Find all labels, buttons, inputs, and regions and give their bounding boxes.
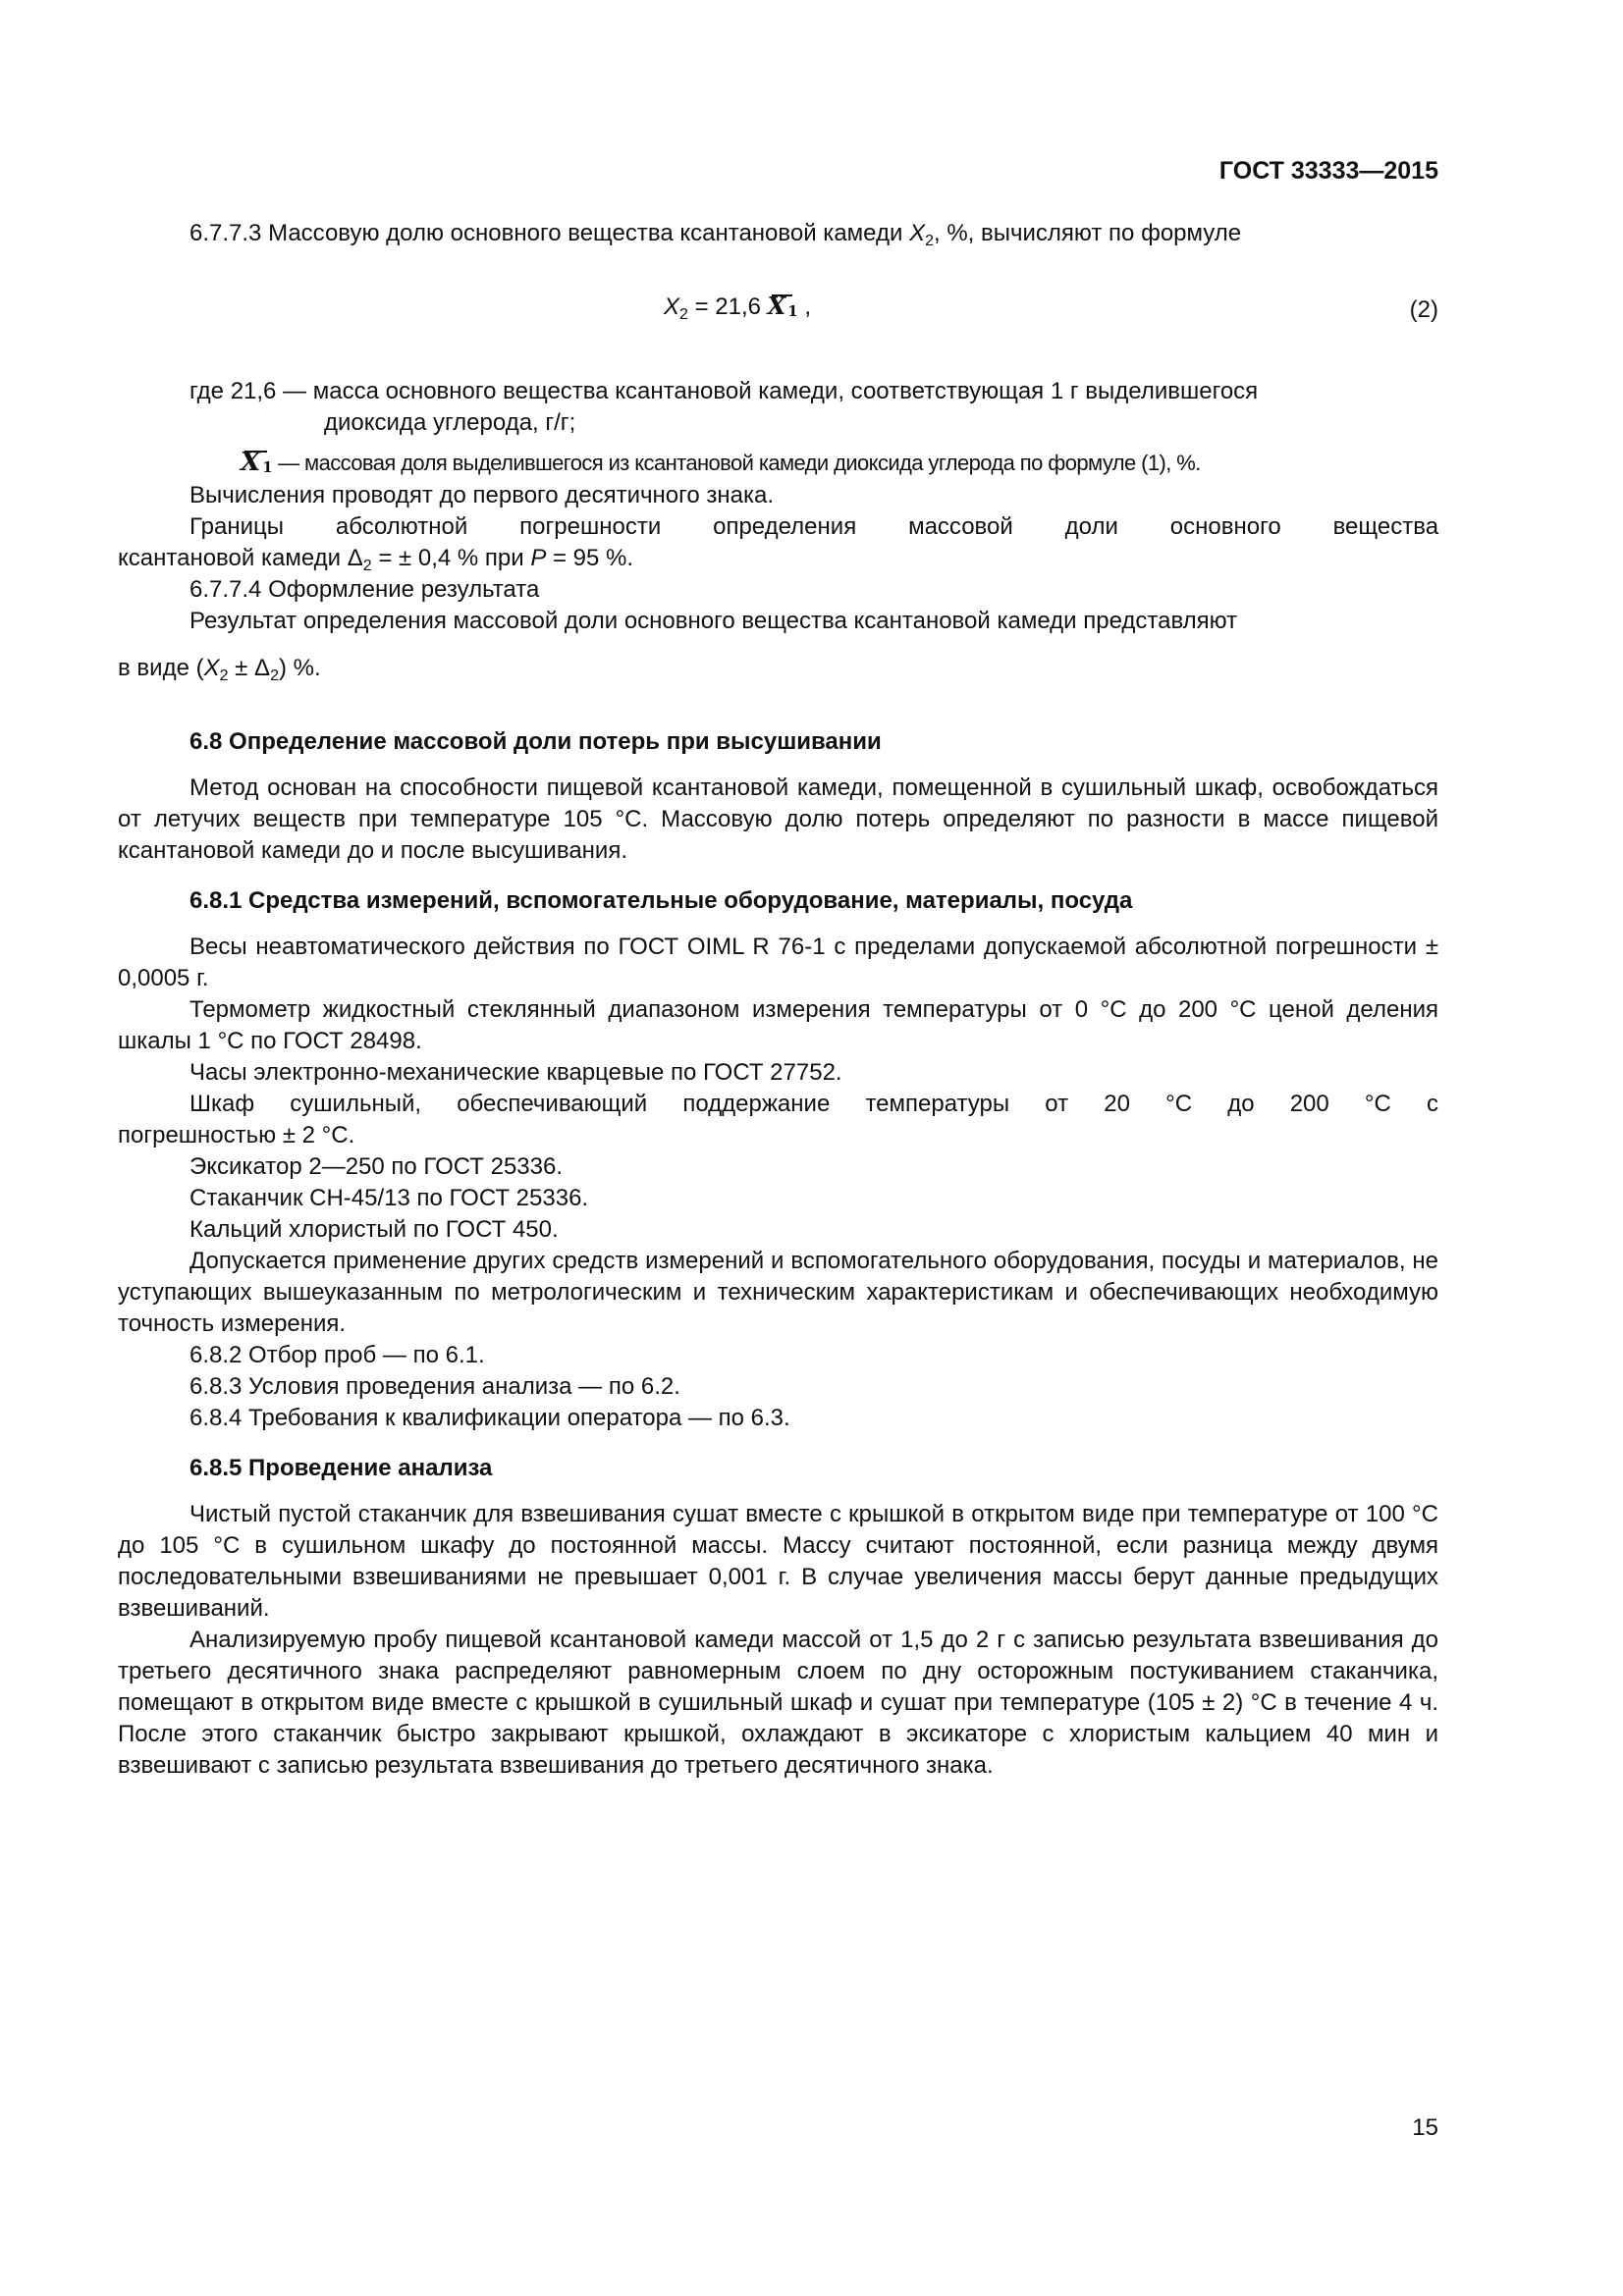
- formula-tail: ,: [797, 294, 812, 320]
- probability-variable: P: [530, 545, 547, 571]
- variable-x2: X: [909, 220, 926, 246]
- clause-6-8-2: 6.8.2 Отбор проб — по 6.1.: [189, 1342, 485, 1368]
- clause-6774-title: 6.7.7.4 Оформление результата: [189, 576, 540, 603]
- where-line-1: где 21,6 — масса основного вещества ксантановой камеди, соответствующая 1 г выделившегося: [189, 378, 1259, 404]
- clause-6-8-4: 6.8.4 Требования к квалификации оператора — по 6.3.: [189, 1405, 790, 1431]
- equipment-oven-line-1: Шкаф сушильный, обеспечивающий поддержание температуры от 20 °С до 200 °С с: [189, 1091, 1438, 1117]
- clause-6774-text-2: в виде $(X_2 \pm \Delta_2)$ %.: [118, 655, 321, 684]
- clause-6773-text-before: 6.7.7.3 Массовую долю основного вещества ксантановой камеди: [189, 220, 910, 246]
- clause-6773: [189, 218, 1241, 257]
- where-x1-definition: [241, 447, 1201, 483]
- equipment-cup: Стаканчик СН-45/13 по ГОСТ 25336.: [189, 1185, 589, 1211]
- analysis-paragraph-1: Чистый пустой стаканчик для взвешивания сушат вместе с крышкой в открытом виде при температуре от 100 °С до 105 °С в сушильном шкафу до постоянной массы. Массу считают постоянной, если разница между двумя последовательными взвешиваниями не превышает 0,001 г. В случае увеличения массы берут данные предыдущих взвешиваний.: [118, 1501, 1438, 1622]
- clause-6774-text-1: Результат определения массовой доли основного вещества ксантановой камеди представляют: [189, 608, 1238, 634]
- calculation-note: Вычисления проводят до первого десятичного знака.: [189, 482, 775, 508]
- equipment-oven-line-2: погрешностью ± 2 °С.: [118, 1122, 355, 1148]
- x1-definition-text: — массовая доля выделившегося из ксантановой камеди диоксида углерода по формуле (1), %.: [272, 451, 1201, 475]
- equipment-substitution-note: Допускается применение других средств измерений и вспомогательного оборудования, посуды и материалов, не уступающих вышеуказанным по метрологическим и техническим характеристикам и обеспечивающих необходимую точность измерения.: [118, 1248, 1438, 1337]
- formula-equals-coefficient: = 21,6: [687, 294, 768, 320]
- formula-lhs-subscript: 2: [679, 306, 688, 323]
- equipment-clock: Часы электронно-механические кварцевые по ГОСТ 27752.: [189, 1059, 842, 1086]
- section-6-8-5-heading: 6.8.5 Проведение анализа: [189, 1455, 493, 1481]
- section-6-8-paragraph: Метод основан на способности пищевой ксантановой камеди, помещенной в сушильный шкаф, освобождаться от летучих веществ при температуре 105 °С. Массовую долю потерь определяют по разности в массе пищевой ксантановой камеди до и после высушивания.: [118, 774, 1438, 864]
- equipment-scales: Весы неавтоматического действия по ГОСТ OIML R 76-1 с пределами допускаемой абсолютной погрешности ± 0,0005 г.: [118, 934, 1438, 991]
- equipment-thermometer: Термометр жидкостный стеклянный диапазоном измерения температуры от 0 °С до 200 °С ценой деления шкалы 1 °С по ГОСТ 28498.: [118, 996, 1438, 1054]
- bounds-line-1: Границы абсолютной погрешности определения массовой доли основного вещества: [189, 513, 1439, 540]
- mean-x1-symbol: X 1: [241, 447, 273, 483]
- section-6-8-heading: 6.8 Определение массовой доли потерь при высушивании: [189, 728, 882, 755]
- where-line-2: диоксида углерода, г/г;: [324, 409, 576, 436]
- delta-symbol: Δ: [347, 545, 363, 571]
- section-6-8-1-heading: 6.8.1 Средства измерений, вспомогательные оборудование, материалы, посуда: [189, 887, 1133, 914]
- clause-6-8-3: 6.8.3 Условия проведения анализа — по 6.2.: [189, 1373, 680, 1400]
- clause-6773-text-after: , %, вычисляют по формуле: [934, 220, 1242, 246]
- bounds-line-2: ксантановой камеди $\Delta_2$ = ± 0,4 % при P = 95 %.: [118, 545, 634, 574]
- document-id-header: ГОСТ 33333—2015: [1218, 157, 1438, 185]
- formula-lhs-variable: X: [664, 294, 680, 320]
- variable-x2-subscript: 2: [925, 233, 934, 249]
- equipment-desiccator: Эксикатор 2—250 по ГОСТ 25336.: [189, 1153, 564, 1180]
- formula-mean-x1: X 1: [768, 291, 798, 327]
- equipment-calcium-chloride: Кальций хлористый по ГОСТ 450.: [189, 1216, 559, 1243]
- formula-number: (2): [1409, 296, 1438, 323]
- formula-2: [664, 291, 811, 331]
- analysis-paragraph-2: Анализируемую пробу пищевой ксантановой камеди массой от 1,5 до 2 г с записью результата взвешивания до третьего десятичного знака распределяют равномерным слоем по дну осторожным постукиванием стаканчика, помещают в открытом виде вместе с крышкой в сушильный шкаф и сушат при температуре (105 ± 2) °С в течение 4 ч. После этого стаканчик быстро закрывают крышкой, охлаждают в эксикаторе с хлористым кальцием 40 мин и взвешивают с записью результата взвешивания до третьего десятичного знака.: [118, 1627, 1438, 1779]
- page-number: 15: [1412, 2114, 1438, 2141]
